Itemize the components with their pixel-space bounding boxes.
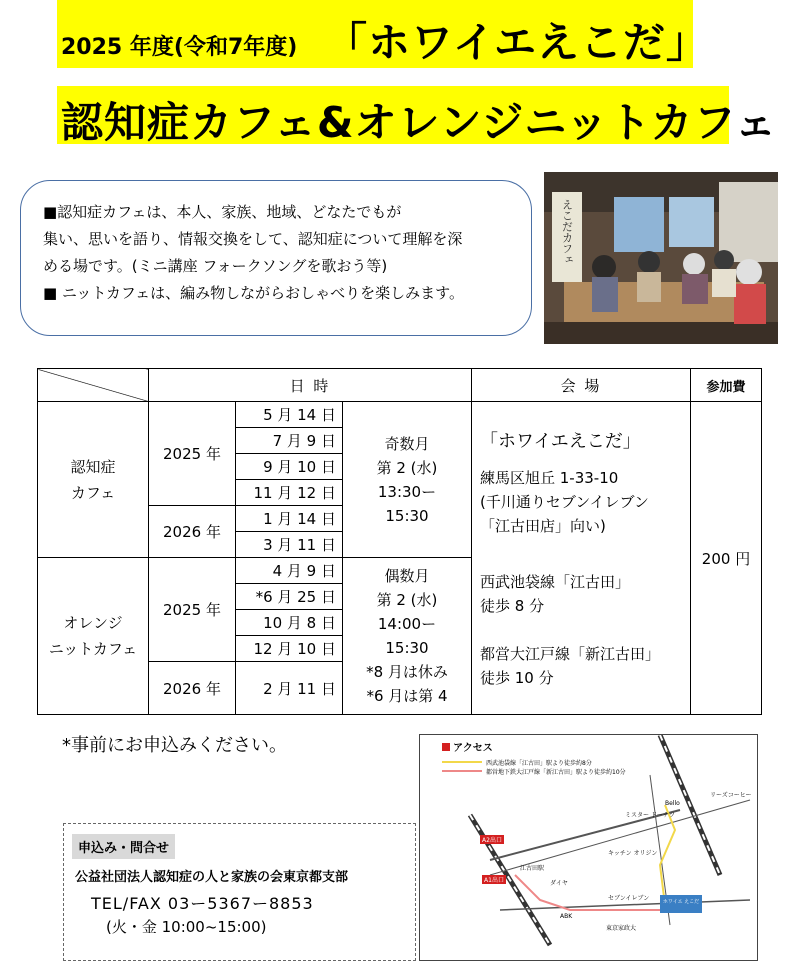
date-cell: 9 月 10 日 (236, 454, 343, 480)
header-datetime: 日 時 (149, 369, 472, 402)
date-cell: 2 月 11 日 (236, 662, 343, 715)
map-label: ABK (560, 913, 573, 920)
orange-cafe-name: オレンジ ニットカフェ (38, 558, 149, 715)
date-cell: 10 月 8 日 (236, 610, 343, 636)
header-venue: 会 場 (472, 369, 691, 402)
map-label: ダイヤ (550, 880, 568, 887)
orange-year-2026: 2026 年 (149, 662, 236, 715)
map-title: アクセス (453, 743, 493, 754)
map-legend-2: 都営地下鉄大江戸線「新江古田」駅より徒歩約10分 (486, 769, 626, 776)
venue-title: 「ホワイエえこだ」 (480, 431, 641, 452)
access-map (419, 734, 758, 961)
contact-org: 公益社団法人認知症の人と家族の会東京都支部 (75, 870, 349, 885)
description-line: ■認知症カフェは、本人、家族、地域、どなたでもが (43, 203, 402, 221)
date-cell: 12 月 10 日 (236, 636, 343, 662)
map-label: Bello (665, 800, 680, 807)
contact-tel: TEL/FAX 03ー5367ー8853 (91, 894, 314, 913)
map-legend-1: 西武池袋線「江古田」駅より徒歩約8分 (486, 760, 592, 767)
map-label: A2出口 (482, 837, 502, 844)
map-label: A1出口 (484, 877, 504, 884)
date-cell: *6 月 25 日 (236, 584, 343, 610)
date-cell: 3 月 11 日 (236, 532, 343, 558)
description-line: 集い、思いを語り、情報交換をして、認知症について理解を深 (43, 230, 463, 248)
schedule-table (37, 368, 762, 715)
description-line: ■ ニットカフェは、編み物しながらおしゃべりを楽しみます。 (43, 284, 464, 302)
map-label: キッチン オリジン (608, 850, 658, 857)
contact-hours: (火・金 10:00~15:00) (106, 918, 267, 936)
date-cell: 7 月 9 日 (236, 428, 343, 454)
page-subtitle: 認知症カフェ&オレンジニットカフェ (61, 98, 778, 147)
orange-year-2025: 2025 年 (149, 558, 236, 662)
cafe-name: 「ホワイエえこだ」 (325, 18, 710, 67)
map-label: 東京家政大 (606, 925, 637, 932)
year-line: 2025 年度(令和7年度) (61, 35, 298, 60)
title-band-2 (57, 86, 778, 147)
date-cell: 4 月 9 日 (236, 558, 343, 584)
orange-time: 偶数月 第 2 (水) 14:00ー 15:30 *8 月は休み *6 月は第 4 (343, 558, 472, 715)
map-label: リーズコーヒー (710, 792, 752, 799)
map-label: ミスター ドーナツ (625, 812, 675, 819)
map-label: ホワイエ えこだ (662, 899, 700, 905)
table-corner (38, 369, 149, 402)
map-label: セブンイレブン (608, 895, 650, 902)
cafe-photo (544, 172, 778, 344)
dementia-year-2026: 2026 年 (149, 506, 236, 558)
map-label: 江古田駅 (520, 865, 545, 872)
description-box (20, 180, 532, 336)
contact-box (63, 823, 416, 961)
description-line: める場です。(ミニ講座 フォークソングを歌おう等) (43, 257, 388, 275)
date-cell: 11 月 12 日 (236, 480, 343, 506)
dementia-year-2025: 2025 年 (149, 402, 236, 506)
advance-booking-note: *事前にお申込みください。 (62, 735, 287, 756)
contact-label: 申込み・問合せ (72, 834, 175, 859)
date-cell: 5 月 14 日 (236, 402, 343, 428)
title-band-1 (57, 0, 710, 68)
header-fee: 参加費 (691, 369, 762, 402)
dementia-time: 奇数月 第 2 (水) 13:30ー 15:30 (343, 402, 472, 558)
date-cell: 1 月 14 日 (236, 506, 343, 532)
fee-cell: 200 円 (691, 402, 762, 715)
banner-text: えこだカフェ (560, 199, 574, 265)
dementia-cafe-name: 認知症 カフェ (38, 402, 149, 558)
venue-cell: 「ホワイエえこだ」 練馬区旭丘 1-33-10 (千川通りセブンイレブン 「江古田店」向い) 西武池袋線「江古田」 徒歩 8 分 都営大江戸線「新江古田」 徒歩 10 分 (472, 402, 691, 715)
